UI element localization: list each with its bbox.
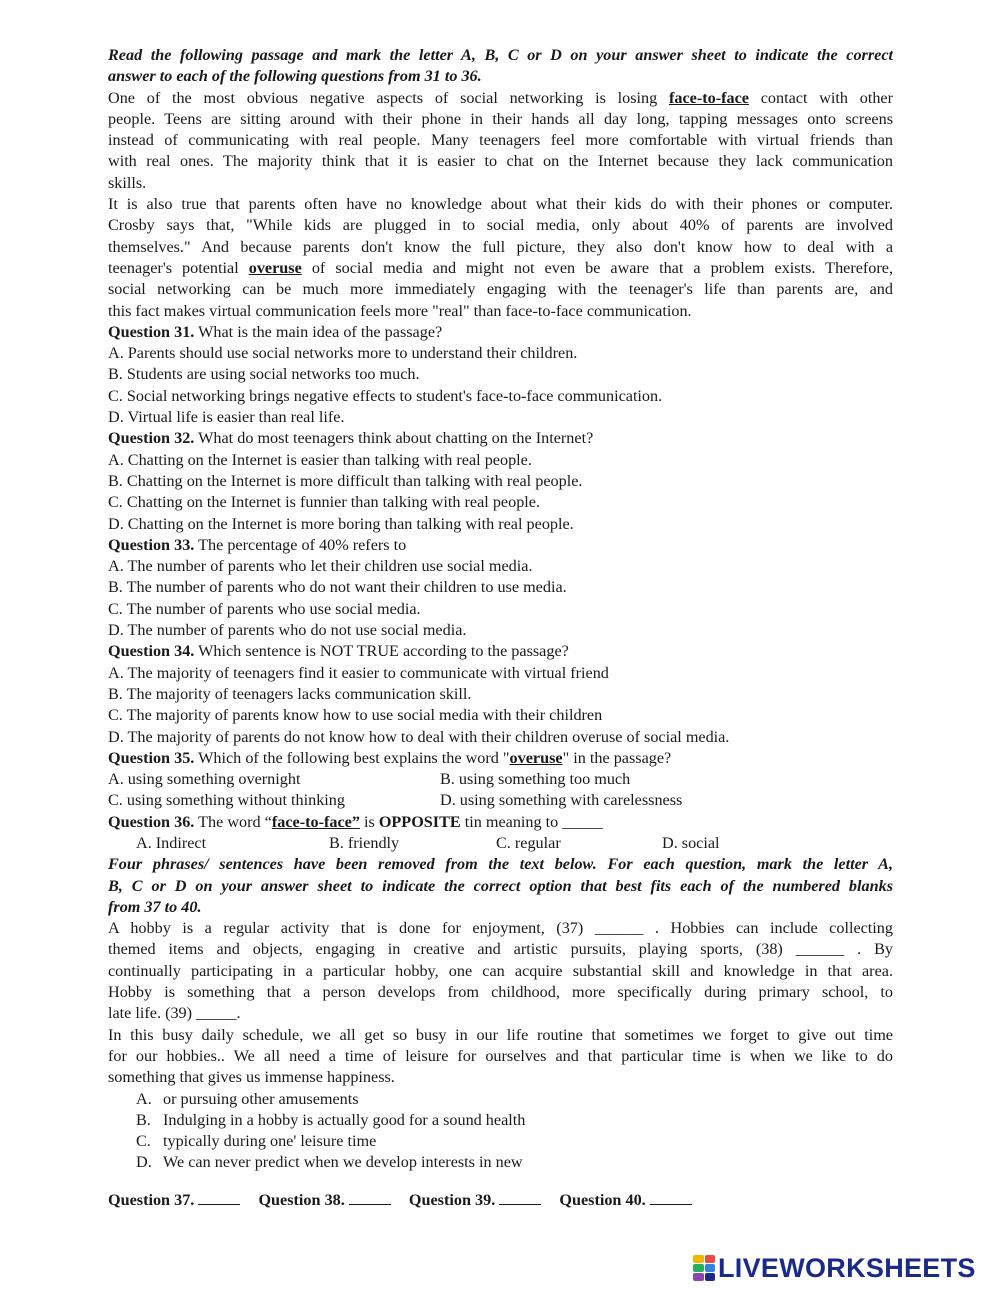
passage1-line: people. Teens are sitting around with their phone in their hands all day long, tapping messages onto screens — [108, 109, 893, 128]
phrase-option-d[interactable]: D. We can never predict when we develop interests in new — [136, 1153, 523, 1172]
section2-instruction-line1: Four phrases/ sentences have been removed from the text below. For each question, mark the letter A, — [108, 855, 893, 874]
options-36-row — [108, 833, 893, 854]
option-31a[interactable]: A. Parents should use social networks more to understand their children. — [108, 344, 578, 363]
underlined-word-face-to-face: face-to-face” — [271, 812, 360, 831]
question-35: Question 35. Which of the following best explains the word "overuse" in the passage? — [108, 748, 672, 767]
option-36b[interactable]: B. friendly — [329, 833, 400, 852]
option-36c[interactable]: C. regular — [496, 833, 561, 852]
question-31: Question 31. What is the main idea of the passage? — [108, 322, 443, 341]
question-32: Question 32. What do most teenagers think about chatting on the Internet? — [108, 429, 594, 448]
answer-39-blank[interactable] — [499, 1190, 541, 1205]
option-35b[interactable]: B. using something too much — [440, 770, 631, 789]
option-31c[interactable]: C. Social networking brings negative effects to student's face-to-face communication. — [108, 386, 663, 405]
answer-37-blank[interactable] — [198, 1190, 240, 1205]
answer-38-blank[interactable] — [349, 1190, 391, 1205]
options-35-row2 — [108, 790, 893, 811]
option-32b[interactable]: B. Chatting on the Internet is more difficult than talking with real people. — [108, 471, 583, 490]
brand-name: LIVEWORKSHEETS — [718, 1252, 976, 1283]
question-36: Question 36. The word “face-to-face” is OPPOSITE tin meaning to _____ — [108, 812, 603, 831]
options-35-row1 — [108, 769, 893, 790]
hobby-passage-line: themed items and objects, engaging in creative and artistic pursuits, playing sports, (38) ______ . By — [108, 940, 893, 959]
hobby-passage-line: something that gives us immense happiness. — [108, 1068, 395, 1087]
option-34b[interactable]: B. The majority of teenagers lacks communication skill. — [108, 684, 472, 703]
section2-instruction-line2: B, C or D on your answer sheet to indicate the correct option that best fits each of the numbered blanks — [108, 876, 893, 895]
underlined-word-overuse: overuse — [248, 258, 302, 277]
question-label: Question 35. — [108, 748, 195, 767]
question-33: Question 33. The percentage of 40% refers to — [108, 535, 407, 554]
option-34d[interactable]: D. The majority of parents do not know how to deal with their children overuse of social media. — [108, 727, 730, 746]
passage2-line: social networking can be much more immediately engaging with the teenager's life than parents are, and — [108, 280, 893, 299]
option-32a[interactable]: A. Chatting on the Internet is easier than talking with real people. — [108, 450, 532, 469]
worksheet-page — [108, 45, 893, 1174]
phrase-option-b[interactable]: B. Indulging in a hobby is actually good for a sound health — [136, 1110, 526, 1129]
answer-39: Question 39. — [409, 1191, 541, 1209]
question-label: Question 31. — [108, 322, 195, 341]
option-34a[interactable]: A. The majority of teenagers find it easier to communicate with virtual friend — [108, 663, 609, 682]
option-33c[interactable]: C. The number of parents who use social media. — [108, 599, 421, 618]
liveworksheets-logo-icon — [693, 1255, 715, 1281]
hobby-passage-line: continually participating in a particular hobby, one can acquire substantial skill and knowledge in that area. — [108, 961, 893, 980]
passage1-line: with real ones. The majority think that it is easier to chat on the Internet because they lack communication — [108, 152, 893, 171]
section1-instruction-line1: Read the following passage and mark the letter A, B, C or D on your answer sheet to indicate the correct — [108, 46, 893, 64]
passage1-line: One of the most obvious negative aspects of social networking is losing face-to-face contact with other — [108, 88, 893, 107]
option-33b[interactable]: B. The number of parents who do not want their children to use media. — [108, 578, 567, 597]
option-35d[interactable]: D. using something with carelessness — [440, 791, 683, 810]
passage2-line: It is also true that parents often have no knowledge about what their kids do with their phones or computer. — [108, 195, 893, 214]
hobby-passage-line: late life. (39) _____. — [108, 1004, 241, 1023]
passage1-line: skills. — [108, 173, 147, 192]
option-32c[interactable]: C. Chatting on the Internet is funnier than talking with real people. — [108, 493, 541, 512]
passage2-line: this fact makes virtual communication feels more "real" than face-to-face communication. — [108, 301, 692, 320]
question-34: Question 34. Which sentence is NOT TRUE according to the passage? — [108, 642, 569, 661]
hobby-passage-line: Hobby is something that a person develops from childhood, more specifically during primary school, to — [108, 983, 893, 1002]
option-31b[interactable]: B. Students are using social networks too much. — [108, 365, 420, 384]
section1-instruction-line2: answer to each of the following questions from 31 to 36. — [108, 67, 482, 86]
question-label: Question 36. — [108, 812, 195, 831]
option-36d[interactable]: D. social — [662, 833, 720, 852]
option-35a[interactable]: A. using something overnight — [108, 770, 301, 789]
hobby-passage-line: for our hobbies.. We all need a time of leisure for ourselves and that particular time is when we like to do — [108, 1046, 893, 1065]
question-label: Question 33. — [108, 535, 195, 554]
option-31d[interactable]: D. Virtual life is easier than real life. — [108, 408, 345, 427]
passage2-line: teenager's potential overuse of social media and might not even be aware that a problem exists. Therefore, — [108, 258, 893, 277]
option-36a[interactable]: A. Indirect — [136, 833, 207, 852]
option-33a[interactable]: A. The number of parents who let their children use social media. — [108, 557, 533, 576]
question-label: Question 32. — [108, 429, 195, 448]
emphasis-opposite: OPPOSITE — [378, 812, 461, 831]
section2-instruction-line3: from 37 to 40. — [108, 897, 202, 916]
answer-37: Question 37. — [108, 1191, 240, 1209]
answer-40: Question 40. — [559, 1191, 691, 1209]
phrase-option-c[interactable]: C. typically during one' leisure time — [136, 1132, 377, 1151]
answer-40-blank[interactable] — [650, 1190, 692, 1205]
option-32d[interactable]: D. Chatting on the Internet is more boring than talking with real people. — [108, 514, 574, 533]
answer-38: Question 38. — [258, 1191, 390, 1209]
passage1-line: instead of communicating with real people. Many teenagers feel more comfortable with virtual friends than — [108, 131, 893, 150]
phrase-option-a[interactable]: A. or pursuing other amusements — [136, 1089, 359, 1108]
liveworksheets-brand[interactable] — [693, 1253, 976, 1283]
underlined-word-overuse: overuse — [509, 748, 563, 767]
passage2-line: Crosby says that, "While kids are plugged in to social media, only about 40% of parents are involved — [108, 216, 893, 235]
passage2-line: themselves." And because parents don't know the full picture, they also don't know how to deal with a — [108, 237, 893, 256]
hobby-passage-line: In this busy daily schedule, we all get so busy in our life routine that sometimes we forget to give out time — [108, 1025, 893, 1044]
hobby-passage-line: A hobby is a regular activity that is done for enjoyment, (37) ______ . Hobbies can include collecting — [108, 919, 893, 938]
option-33d[interactable]: D. The number of parents who do not use social media. — [108, 621, 467, 640]
option-35c[interactable]: C. using something without thinking — [108, 791, 345, 810]
option-34c[interactable]: C. The majority of parents know how to use social media with their children — [108, 706, 603, 725]
question-label: Question 34. — [108, 642, 195, 661]
underlined-word-face-to-face: face-to-face — [668, 88, 749, 107]
answer-row — [108, 1190, 706, 1210]
